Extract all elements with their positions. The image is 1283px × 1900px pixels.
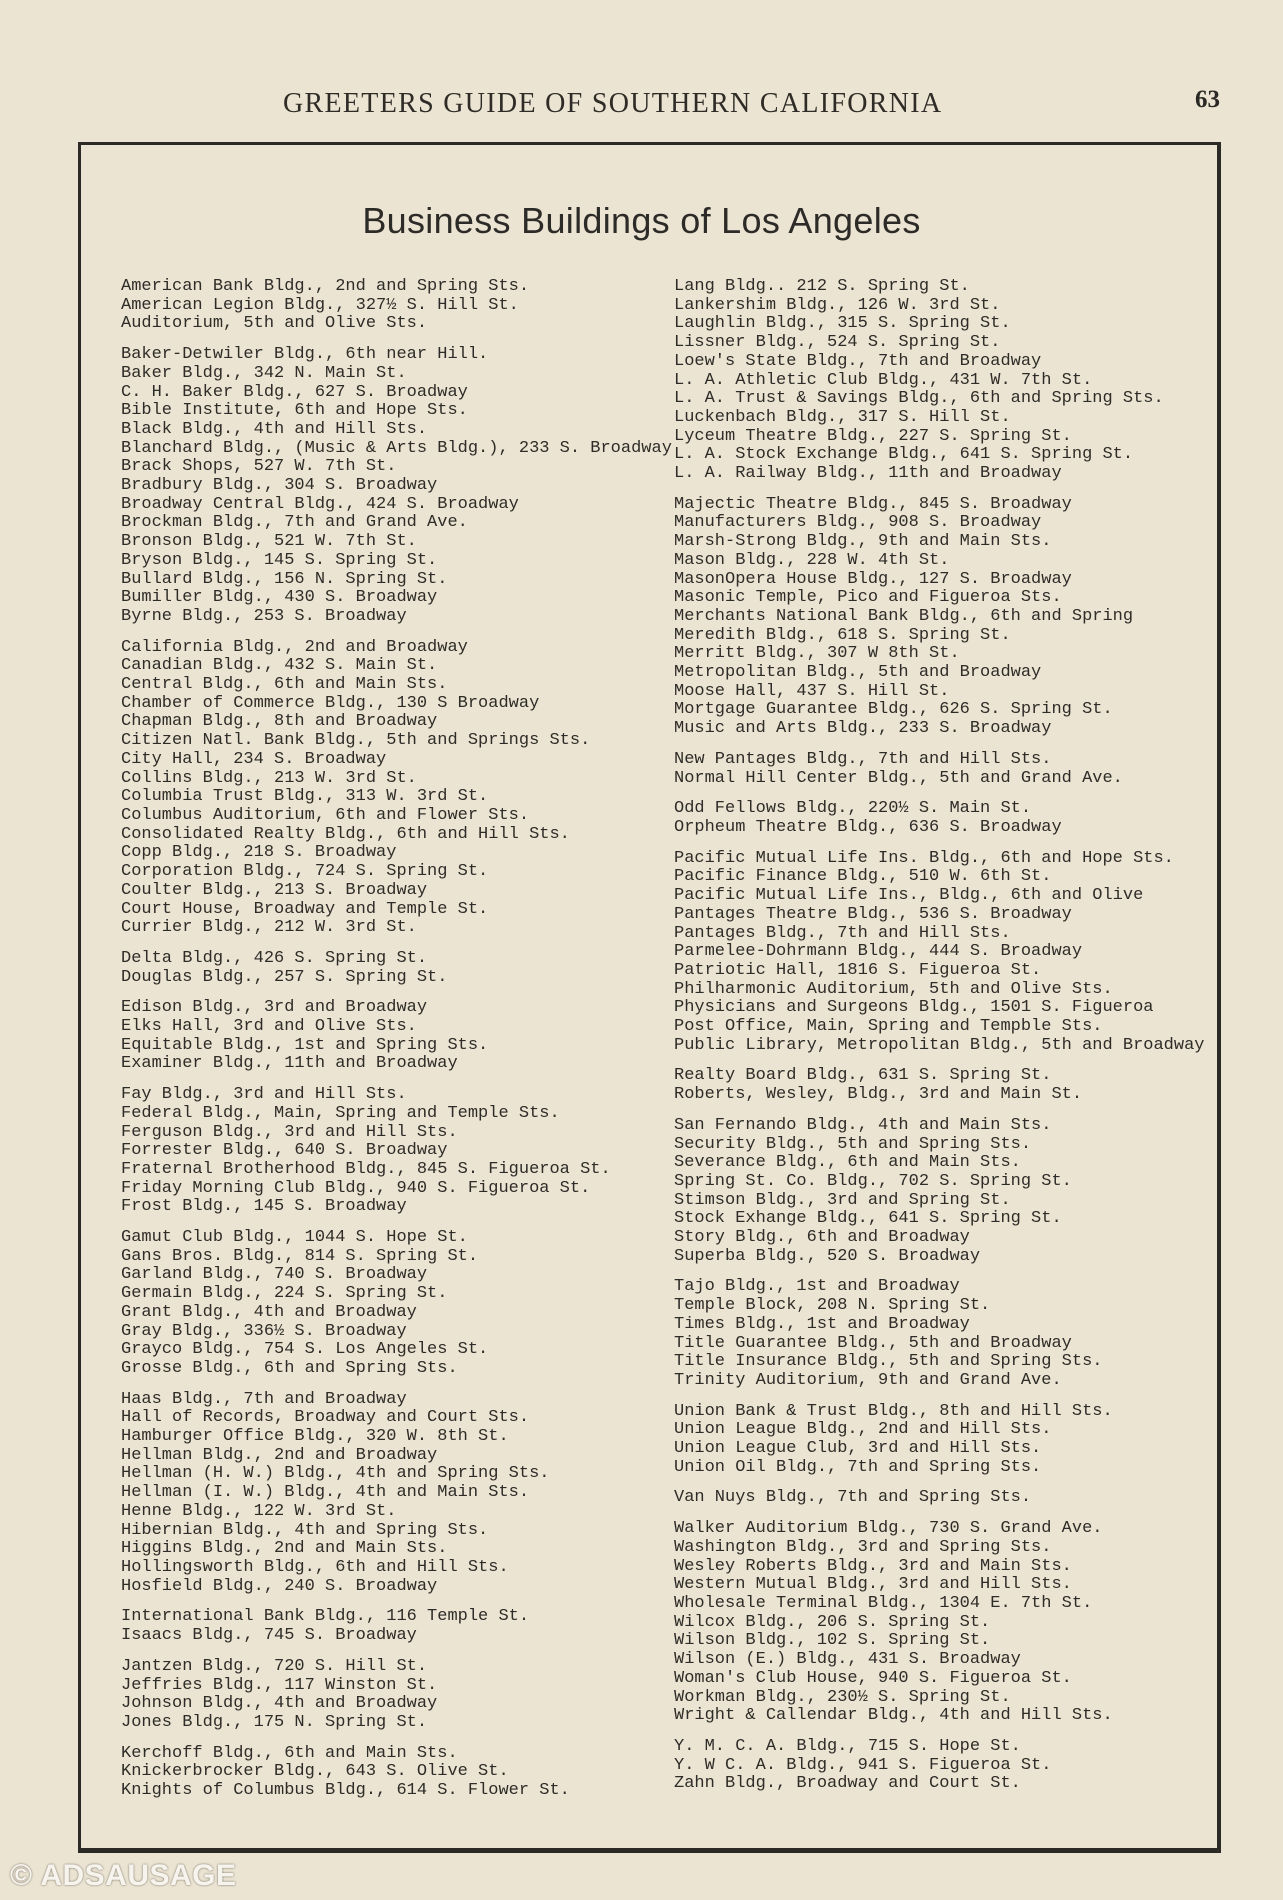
entry-group — [121, 1658, 681, 1733]
directory-entry: Germain Bldg., 224 S. Spring St. — [121, 1284, 448, 1304]
directory-entry: Fraternal Brotherhood Bldg., 845 S. Figueroa St. — [121, 1159, 611, 1179]
directory-entry: Merritt Bldg., 307 W 8th St. — [674, 644, 960, 664]
directory-entry: Garland Bldg., 740 S. Broadway — [121, 1265, 428, 1285]
directory-entry: L. A. Athletic Club Bldg., 431 W. 7th St. — [674, 370, 1093, 390]
entry-group — [674, 278, 1234, 484]
directory-entry: Pacific Mutual Life Ins., Bldg., 6th and Olive — [674, 886, 1144, 906]
directory-entry: Johnson Bldg., 4th and Broadway — [121, 1694, 438, 1714]
entry-group — [674, 1520, 1234, 1726]
directory-entry: Gamut Club Bldg., 1044 S. Hope St. — [121, 1228, 468, 1248]
directory-entry: Knickerbrocker Bldg., 643 S. Olive St. — [121, 1762, 509, 1782]
directory-entry: Hosfield Bldg., 240 S. Broadway — [121, 1576, 438, 1596]
entry-group — [674, 1489, 1234, 1508]
directory-entry: L. A. Railway Bldg., 11th and Broadway — [674, 464, 1062, 484]
directory-entry: Bible Institute, 6th and Hope Sts. — [121, 401, 468, 421]
entry-group — [121, 1086, 681, 1217]
directory-entry: Washington Bldg., 3rd and Spring Sts. — [674, 1537, 1052, 1557]
directory-entry: Jones Bldg., 175 N. Spring St. — [121, 1712, 428, 1732]
directory-entry: Coulter Bldg., 213 S. Broadway — [121, 880, 428, 900]
directory-entry: Physicians and Surgeons Bldg., 1501 S. Figueroa — [674, 998, 1154, 1018]
directory-entry: Frost Bldg., 145 S. Broadway — [121, 1197, 407, 1217]
directory-entry: Trinity Auditorium, 9th and Grand Ave. — [674, 1370, 1062, 1390]
directory-entry: Pantages Bldg., 7th and Hill Sts. — [674, 923, 1011, 943]
directory-entry: L. A. Stock Exchange Bldg., 641 S. Spring St. — [674, 445, 1134, 465]
directory-entry: Lyceum Theatre Bldg., 227 S. Spring St. — [674, 426, 1072, 446]
directory-entry: California Bldg., 2nd and Broadway — [121, 637, 468, 657]
directory-entry: Friday Morning Club Bldg., 940 S. Figueroa St. — [121, 1178, 591, 1198]
directory-entry: Manufacturers Bldg., 908 S. Broadway — [674, 513, 1042, 533]
entry-group — [121, 1745, 681, 1801]
directory-entry: Post Office, Main, Spring and Tempble Sts. — [674, 1017, 1103, 1037]
directory-entry: New Pantages Bldg., 7th and Hill Sts. — [674, 749, 1052, 769]
directory-entry: International Bank Bldg., 116 Temple St. — [121, 1607, 530, 1627]
directory-entry: Pantages Theatre Bldg., 536 S. Broadway — [674, 904, 1072, 924]
directory-entry: Y. M. C. A. Bldg., 715 S. Hope St. — [674, 1736, 1021, 1756]
directory-entry: Union League Bldg., 2nd and Hill Sts. — [674, 1420, 1052, 1440]
directory-entry: Workman Bldg., 230½ S. Spring St. — [674, 1687, 1011, 1707]
entry-group — [121, 1608, 681, 1645]
directory-entry: Wesley Roberts Bldg., 3rd and Main Sts. — [674, 1556, 1072, 1576]
directory-entry: Roberts, Wesley, Bldg., 3rd and Main St. — [674, 1085, 1083, 1105]
directory-entry: Wilson (E.) Bldg., 431 S. Broadway — [674, 1650, 1021, 1670]
directory-entry: C. H. Baker Bldg., 627 S. Broadway — [121, 382, 468, 402]
directory-entry: Stimson Bldg., 3rd and Spring St. — [674, 1190, 1011, 1210]
directory-entry: Haas Bldg., 7th and Broadway — [121, 1389, 407, 1409]
directory-entry: Stock Exhange Bldg., 641 S. Spring St. — [674, 1209, 1062, 1229]
directory-entry: Wilson Bldg., 102 S. Spring St. — [674, 1631, 991, 1651]
directory-entry: Brack Shops, 527 W. 7th St. — [121, 457, 397, 477]
directory-entry: Henne Bldg., 122 W. 3rd St. — [121, 1501, 397, 1521]
entry-group — [121, 278, 681, 334]
directory-entry: Normal Hill Center Bldg., 5th and Grand Ave. — [674, 768, 1123, 788]
directory-entry: Gray Bldg., 336½ S. Broadway — [121, 1321, 407, 1341]
entry-group — [674, 800, 1234, 837]
directory-entry: Auditorium, 5th and Olive Sts. — [121, 314, 428, 334]
directory-entry: Superba Bldg., 520 S. Broadway — [674, 1246, 981, 1266]
entry-group — [674, 1117, 1234, 1267]
directory-entry: Laughlin Bldg., 315 S. Spring St. — [674, 314, 1011, 334]
directory-entry: Temple Block, 208 N. Spring St. — [674, 1296, 991, 1316]
directory-entry: Hellman (I. W.) Bldg., 4th and Main Sts. — [121, 1483, 530, 1503]
directory-entry: Philharmonic Auditorium, 5th and Olive Sts. — [674, 979, 1113, 999]
directory-entry: American Legion Bldg., 327½ S. Hill St. — [121, 295, 519, 315]
directory-entry: Orpheum Theatre Bldg., 636 S. Broadway — [674, 817, 1062, 837]
directory-entry: Baker-Detwiler Bldg., 6th near Hill. — [121, 345, 489, 365]
directory-entry: Equitable Bldg., 1st and Spring Sts. — [121, 1035, 489, 1055]
directory-entry: Grant Bldg., 4th and Broadway — [121, 1302, 417, 1322]
directory-entry: Luckenbach Bldg., 317 S. Hill St. — [674, 407, 1011, 427]
directory-entry: Broadway Central Bldg., 424 S. Broadway — [121, 494, 519, 514]
directory-entry: Realty Board Bldg., 631 S. Spring St. — [674, 1066, 1052, 1086]
directory-entry: Marsh-Strong Bldg., 9th and Main Sts. — [674, 532, 1052, 552]
directory-entry: Brockman Bldg., 7th and Grand Ave. — [121, 513, 468, 533]
directory-entry: Corporation Bldg., 724 S. Spring St. — [121, 862, 489, 882]
directory-entry: Currier Bldg., 212 W. 3rd St. — [121, 918, 417, 938]
directory-entry: Gans Bros. Bldg., 814 S. Spring St. — [121, 1246, 479, 1266]
directory-entry: Baker Bldg., 342 N. Main St. — [121, 363, 407, 383]
directory-entry: Central Bldg., 6th and Main Sts. — [121, 675, 448, 695]
directory-entry: Higgins Bldg., 2nd and Main Sts. — [121, 1539, 448, 1559]
directory-entry: Grayco Bldg., 754 S. Los Angeles St. — [121, 1340, 489, 1360]
directory-entry: Kerchoff Bldg., 6th and Main Sts. — [121, 1743, 458, 1763]
directory-entry: Jantzen Bldg., 720 S. Hill St. — [121, 1656, 428, 1676]
directory-entry: Union League Club, 3rd and Hill Sts. — [674, 1439, 1042, 1459]
directory-entry: Public Library, Metropolitan Bldg., 5th and Broadway — [674, 1035, 1205, 1055]
directory-entry: Douglas Bldg., 257 S. Spring St. — [121, 967, 448, 987]
watermark: © ADSAUSAGE — [10, 1859, 237, 1892]
directory-entry: Consolidated Realty Bldg., 6th and Hill Sts. — [121, 824, 570, 844]
directory-entry: Bronson Bldg., 521 W. 7th St. — [121, 532, 417, 552]
directory-entry: Collins Bldg., 213 W. 3rd St. — [121, 768, 417, 788]
directory-entry: Pacific Mutual Life Ins. Bldg., 6th and Hope Sts. — [674, 848, 1174, 868]
entry-group — [121, 1391, 681, 1597]
directory-entry: Federal Bldg., Main, Spring and Temple Sts. — [121, 1103, 560, 1123]
directory-entry: Spring St. Co. Bldg., 702 S. Spring St. — [674, 1171, 1072, 1191]
entry-group — [674, 1738, 1234, 1794]
page-number: 63 — [1195, 86, 1220, 113]
directory-entry: Byrne Bldg., 253 S. Broadway — [121, 606, 407, 626]
directory-entry: Grosse Bldg., 6th and Spring Sts. — [121, 1358, 458, 1378]
directory-entry: Security Bldg., 5th and Spring Sts. — [674, 1134, 1032, 1154]
directory-entry: Union Oil Bldg., 7th and Spring Sts. — [674, 1457, 1042, 1477]
directory-entry: Copp Bldg., 218 S. Broadway — [121, 843, 397, 863]
directory-entry: Citizen Natl. Bank Bldg., 5th and Springs Sts. — [121, 731, 591, 751]
entry-group — [674, 496, 1234, 739]
directory-entry: Knights of Columbus Bldg., 614 S. Flower St. — [121, 1781, 570, 1801]
directory-entry: Parmelee-Dohrmann Bldg., 444 S. Broadway — [674, 942, 1083, 962]
directory-entry: Masonic Temple, Pico and Figueroa Sts. — [674, 588, 1062, 608]
directory-entry: Walker Auditorium Bldg., 730 S. Grand Ave. — [674, 1519, 1103, 1539]
directory-entry: Chapman Bldg., 8th and Broadway — [121, 712, 438, 732]
directory-entry: Wholesale Terminal Bldg., 1304 E. 7th St. — [674, 1594, 1093, 1613]
directory-entry: Canadian Bldg., 432 S. Main St. — [121, 656, 438, 676]
running-title: GREETERS GUIDE OF SOUTHERN CALIFORNIA — [283, 88, 943, 119]
directory-entry: Hamburger Office Bldg., 320 W. 8th St. — [121, 1427, 509, 1447]
directory-entry: Hellman (H. W.) Bldg., 4th and Spring Sts. — [121, 1464, 550, 1484]
directory-entry: Title Insurance Bldg., 5th and Spring Sts. — [674, 1352, 1103, 1372]
directory-entry: Times Bldg., 1st and Broadway — [674, 1314, 970, 1334]
directory-entry: Zahn Bldg., Broadway and Court St. — [674, 1774, 1021, 1794]
right-column — [674, 278, 1234, 1806]
directory-entry: Delta Bldg., 426 S. Spring St. — [121, 948, 428, 968]
directory-entry: Hibernian Bldg., 4th and Spring Sts. — [121, 1520, 489, 1540]
directory-entry: Isaacs Bldg., 745 S. Broadway — [121, 1626, 417, 1646]
page-title: Business Buildings of Los Angeles — [362, 200, 921, 241]
directory-entry: Music and Arts Bldg., 233 S. Broadway — [674, 719, 1052, 739]
directory-entry: Mortgage Guarantee Bldg., 626 S. Spring St. — [674, 700, 1113, 720]
directory-entry: Edison Bldg., 3rd and Broadway — [121, 998, 428, 1018]
directory-entry: Lissner Bldg., 524 S. Spring St. — [674, 333, 1001, 353]
directory-entry: Story Bldg., 6th and Broadway — [674, 1228, 970, 1248]
entry-group — [674, 1067, 1234, 1104]
entry-group — [121, 639, 681, 938]
entry-group — [674, 1403, 1234, 1478]
directory-entry: Columbus Auditorium, 6th and Flower Sts. — [121, 805, 530, 825]
directory-entry: American Bank Bldg., 2nd and Spring Sts. — [121, 277, 530, 296]
directory-entry: Majectic Theatre Bldg., 845 S. Broadway — [674, 494, 1072, 514]
directory-entry: Wright & Callendar Bldg., 4th and Hill Sts. — [674, 1706, 1113, 1726]
entry-group — [121, 346, 681, 627]
directory-entry: Bradbury Bldg., 304 S. Broadway — [121, 476, 438, 496]
directory-entry: Hall of Records, Broadway and Court Sts. — [121, 1408, 530, 1428]
directory-entry: Bumiller Bldg., 430 S. Broadway — [121, 588, 438, 608]
directory-entry: Blanchard Bldg., (Music & Arts Bldg.), 233 S. Broadway — [121, 438, 672, 458]
directory-entry: Mason Bldg., 228 W. 4th St. — [674, 550, 950, 570]
directory-entry: Moose Hall, 437 S. Hill St. — [674, 681, 950, 701]
entry-group — [121, 999, 681, 1074]
entry-group — [674, 1278, 1234, 1390]
directory-entry: Bullard Bldg., 156 N. Spring St. — [121, 569, 448, 589]
directory-entry: MasonOpera House Bldg., 127 S. Broadway — [674, 569, 1072, 589]
entry-group — [674, 850, 1234, 1056]
directory-entry: Meredith Bldg., 618 S. Spring St. — [674, 625, 1011, 645]
directory-entry: Y. W C. A. Bldg., 941 S. Figueroa St. — [674, 1755, 1052, 1775]
directory-entry: L. A. Trust & Savings Bldg., 6th and Spring Sts. — [674, 389, 1164, 409]
directory-entry: Black Bldg., 4th and Hill Sts. — [121, 419, 428, 439]
directory-entry: City Hall, 234 S. Broadway — [121, 749, 387, 769]
directory-entry: Loew's State Bldg., 7th and Broadway — [674, 351, 1042, 371]
directory-entry: Columbia Trust Bldg., 313 W. 3rd St. — [121, 787, 489, 807]
directory-entry: Title Guarantee Bldg., 5th and Broadway — [674, 1333, 1072, 1353]
directory-entry: Pacific Finance Bldg., 510 W. 6th St. — [674, 867, 1052, 887]
directory-entry: Lang Bldg.. 212 S. Spring St. — [674, 277, 970, 296]
directory-entry: Woman's Club House, 940 S. Figueroa St. — [674, 1668, 1072, 1688]
running-head — [0, 88, 1283, 128]
directory-entry: Ferguson Bldg., 3rd and Hill Sts. — [121, 1122, 458, 1142]
directory-entry: Fay Bldg., 3rd and Hill Sts. — [121, 1085, 407, 1105]
directory-entry: Severance Bldg., 6th and Main Sts. — [674, 1153, 1021, 1173]
left-column — [121, 278, 681, 1813]
directory-entry: Chamber of Commerce Bldg., 130 S Broadway — [121, 693, 540, 713]
directory-entry: Forrester Bldg., 640 S. Broadway — [121, 1141, 448, 1161]
directory-entry: Metropolitan Bldg., 5th and Broadway — [674, 663, 1042, 683]
directory-entry: Merchants National Bank Bldg., 6th and Spring — [674, 606, 1134, 626]
directory-entry: Hollingsworth Bldg., 6th and Hill Sts. — [121, 1558, 509, 1577]
directory-entry: Court House, Broadway and Temple St. — [121, 899, 489, 919]
directory-entry: Elks Hall, 3rd and Olive Sts. — [121, 1017, 417, 1037]
directory-entry: Bryson Bldg., 145 S. Spring St. — [121, 550, 438, 570]
directory-entry: Lankershim Bldg., 126 W. 3rd St. — [674, 295, 1001, 315]
directory-entry: Examiner Bldg., 11th and Broadway — [121, 1054, 458, 1074]
directory-entry: Western Mutual Bldg., 3rd and Hill Sts. — [674, 1575, 1072, 1595]
directory-entry: Jeffries Bldg., 117 Winston St. — [121, 1675, 438, 1695]
entry-group — [674, 751, 1234, 788]
directory-entry: Wilcox Bldg., 206 S. Spring St. — [674, 1612, 991, 1632]
directory-entry: Hellman Bldg., 2nd and Broadway — [121, 1445, 438, 1465]
directory-entry: Tajo Bldg., 1st and Broadway — [674, 1277, 960, 1297]
directory-entry: Union Bank & Trust Bldg., 8th and Hill Sts. — [674, 1401, 1113, 1421]
entry-group — [121, 1229, 681, 1379]
directory-entry: Van Nuys Bldg., 7th and Spring Sts. — [674, 1488, 1032, 1508]
entry-group — [121, 950, 681, 987]
directory-entry: Patriotic Hall, 1816 S. Figueroa St. — [674, 960, 1042, 980]
directory-entry: Odd Fellows Bldg., 220½ S. Main St. — [674, 799, 1032, 819]
directory-entry: San Fernando Bldg., 4th and Main Sts. — [674, 1115, 1052, 1135]
